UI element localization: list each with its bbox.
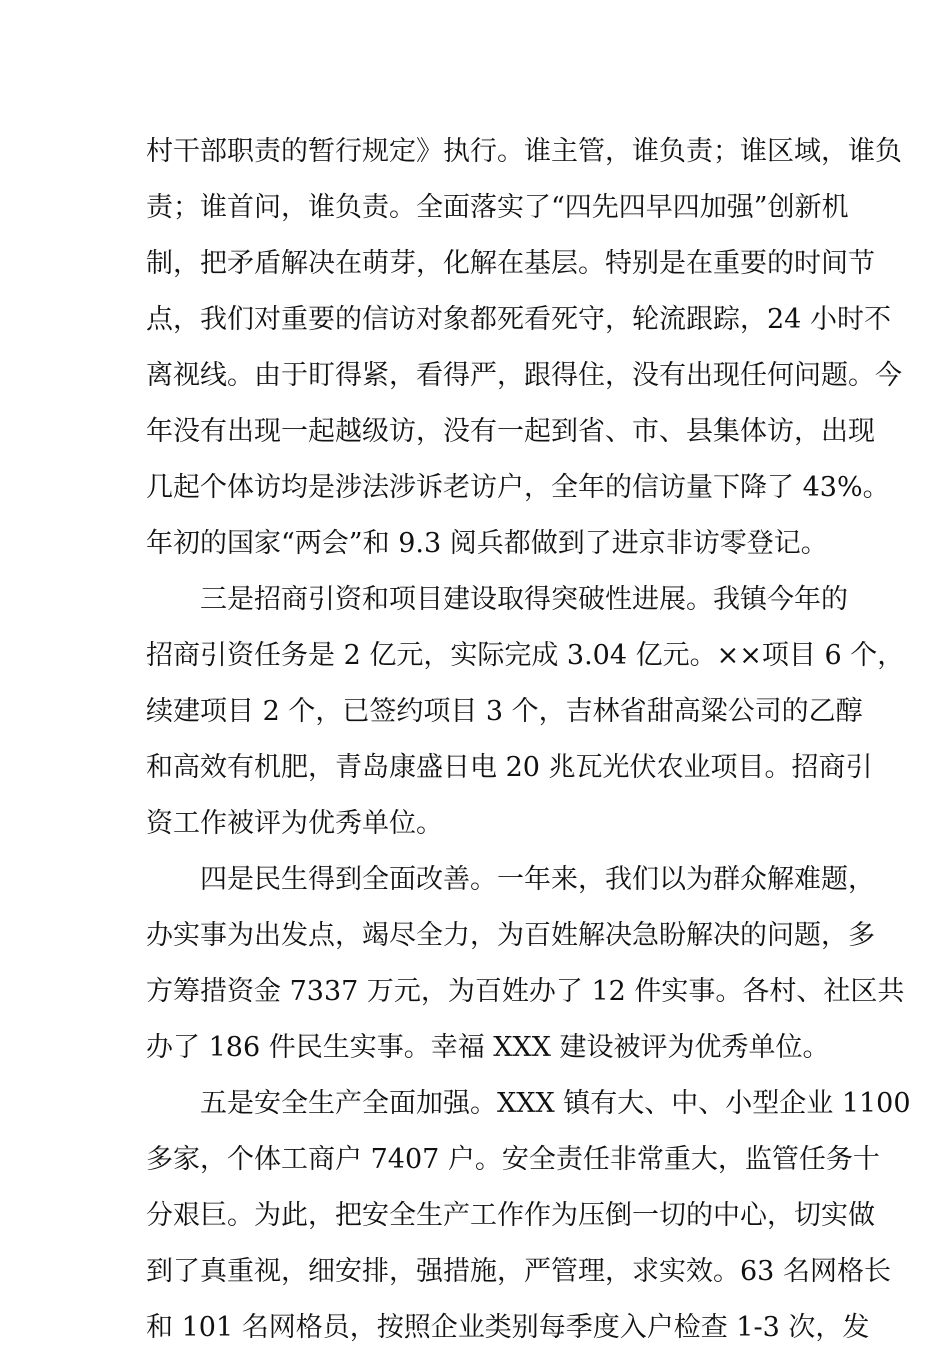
text-line: 办实事为出发点，竭尽全力，为百姓解决急盼解决的问题，多 xyxy=(146,920,875,951)
text-line: 多家，个体工商户 7407 户。安全责任非常重大，监管任务十 xyxy=(146,1144,880,1175)
text-line: 离视线。由于盯得紧，看得严，跟得住，没有出现任何问题。今 xyxy=(146,360,902,391)
text-line: 和高效有机肥，青岛康盛日电 20 兆瓦光伏农业项目。招商引 xyxy=(146,752,873,783)
text-line: 办了 186 件民生实事。幸福 XXX 建设被评为优秀单位。 xyxy=(146,1032,830,1063)
paragraph-start: 五是安全生产全面加强。XXX 镇有大、中、小型企业 1100 xyxy=(200,1088,911,1119)
text-line: 年没有出现一起越级访，没有一起到省、市、县集体访，出现 xyxy=(146,416,875,447)
text-line: 几起个体访均是涉法涉诉老访户，全年的信访量下降了 43%。 xyxy=(146,472,890,503)
text-line: 责；谁首问，谁负责。全面落实了“四先四早四加强”创新机 xyxy=(146,192,849,223)
paragraph-start: 三是招商引资和项目建设取得突破性进展。我镇今年的 xyxy=(200,584,848,615)
paragraph-start: 四是民生得到全面改善。一年来，我们以为群众解难题， xyxy=(200,864,875,895)
text-line: 点，我们对重要的信访对象都死看死守，轮流跟踪，24 小时不 xyxy=(146,304,891,335)
text-line: 分艰巨。为此，把安全生产工作作为压倒一切的中心，切实做 xyxy=(146,1200,875,1231)
text-line: 招商引资任务是 2 亿元，实际完成 3.04 亿元。××项目 6 个， xyxy=(146,640,905,671)
text-line: 村干部职责的暂行规定》执行。谁主管，谁负责；谁区域，谁负 xyxy=(146,136,902,167)
text-line: 到了真重视，细安排，强措施，严管理，求实效。63 名网格长 xyxy=(146,1256,891,1287)
text-line: 续建项目 2 个，已签约项目 3 个，吉林省甜高粱公司的乙醇 xyxy=(146,696,863,727)
body-text xyxy=(146,124,911,1356)
text-line: 年初的国家“两会”和 9.3 阅兵都做到了进京非访零登记。 xyxy=(146,528,828,559)
text-line: 方筹措资金 7337 万元，为百姓办了 12 件实事。各村、社区共 xyxy=(146,976,905,1007)
text-line: 和 101 名网格员，按照企业类别每季度入户检查 1-3 次，发 xyxy=(146,1312,870,1343)
text-line: 资工作被评为优秀单位。 xyxy=(146,808,443,839)
text-line: 制，把矛盾解决在萌芽，化解在基层。特别是在重要的时间节 xyxy=(146,248,875,279)
